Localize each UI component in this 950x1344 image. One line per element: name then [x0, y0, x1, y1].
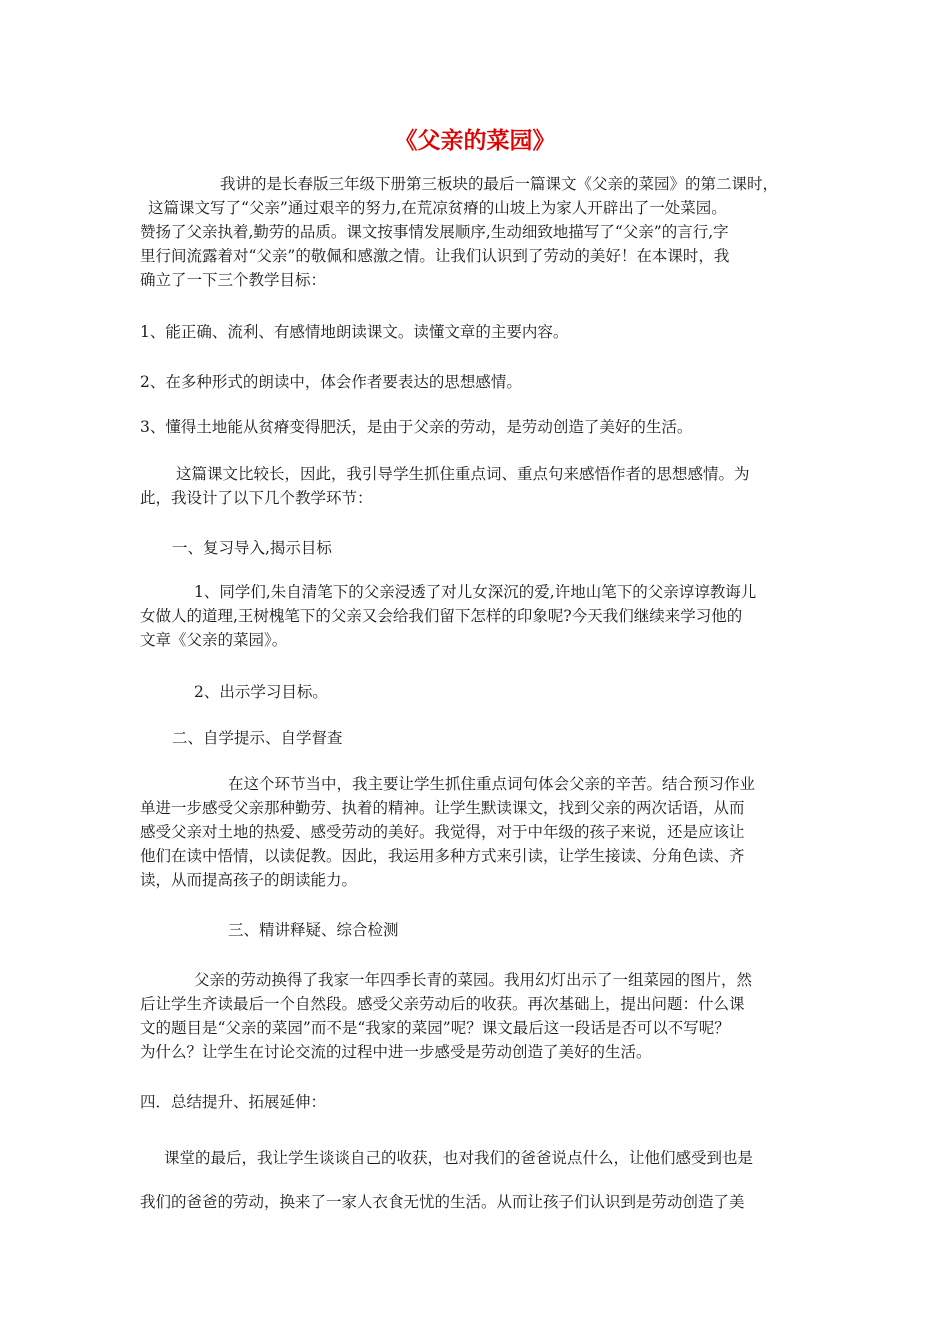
- section2-line: 感受父亲对土地的热爱、感受劳动的美好。我觉得，对于中年级的孩子来说，还是应该让: [140, 823, 745, 841]
- goal-item: 2、在多种形式的朗读中，体会作者要表达的思想感情。: [140, 373, 522, 391]
- section1-line: 女做人的道理,王树槐笔下的父亲又会给我们留下怎样的印象呢?今天我们继续来学习他的: [140, 607, 743, 625]
- section3-line: 后让学生齐读最后一个自然段。感受父亲劳动后的收获。再次基础上，提出问题：什么课: [140, 995, 745, 1013]
- section4-line: 课堂的最后，我让学生谈谈自己的收获，也对我们的爸爸说点什么，让他们感受到也是: [164, 1149, 754, 1167]
- section3-line: 文的题目是“父亲的菜园”而不是“我家的菜园”呢？课文最后这一段话是否可以不写呢？: [140, 1019, 730, 1037]
- goal-item: 1、能正确、流利、有感情地朗读课文。读懂文章的主要内容。: [140, 323, 569, 341]
- section2-paragraph: [140, 772, 812, 892]
- intro-line: 我讲的是长春版三年级下册第三板块的最后一篇课文《父亲的菜园》的第二课时，: [220, 175, 779, 193]
- intro-line: 赞扬了父亲执着,勤劳的品质。课文按事情发展顺序,生动细致地描写了“父亲”的言行,字: [140, 223, 729, 241]
- section-heading-2: 二、自学提示、自学督查: [172, 729, 343, 747]
- intro-line: 确立了一下三个教学目标：: [140, 271, 327, 289]
- intro-line: 里行间流露着对“父亲”的敬佩和感激之情。让我们认识到了劳动的美好！在本课时，我: [140, 247, 730, 265]
- section1-line: 文章《父亲的菜园》。: [140, 631, 288, 649]
- section-heading-4: 四．总结提升、拓展延伸：: [140, 1093, 327, 1111]
- intro-paragraph: [140, 172, 812, 292]
- section2-line: 在这个环节当中，我主要让学生抓住重点词句体会父亲的辛苦。结合预习作业: [228, 775, 756, 793]
- section1-point2: 2、出示学习目标。: [194, 683, 328, 701]
- section2-line: 他们在读中悟情，以读促教。因此，我运用多种方式来引读，让学生接读、分角色读、齐: [140, 847, 745, 865]
- section-heading-1: 一、复习导入,揭示目标: [172, 539, 332, 557]
- section3-line: 为什么？让学生在讨论交流的过程中进一步感受是劳动创造了美好的生活。: [140, 1043, 652, 1061]
- intro-line: 这篇课文写了“父亲”通过艰辛的努力,在荒凉贫瘠的山坡上为家人开辟出了一处菜园。: [148, 199, 727, 217]
- section3-line: 父亲的劳动换得了我家一年四季长青的菜园。我用幻灯出示了一组菜园的图片，然: [194, 971, 753, 989]
- document-title: 《父亲的菜园》: [394, 128, 556, 154]
- section4-line: 我们的爸爸的劳动，换来了一家人衣食无忧的生活。从而让孩子们认识到是劳动创造了美: [140, 1193, 745, 1211]
- section-heading-3: 三、精讲释疑、综合检测: [228, 921, 399, 939]
- approach-line: 此，我设计了以下几个教学环节：: [140, 489, 373, 507]
- section1-line: 1、同学们,朱自清笔下的父亲浸透了对儿女深沉的爱,许地山笔下的父亲谆谆教诲儿: [194, 583, 757, 601]
- section2-line: 读，从而提高孩子的朗读能力。: [140, 871, 358, 889]
- section1-point1: [140, 580, 812, 652]
- approach-line: 这篇课文比较长，因此，我引导学生抓住重点词、重点句来感悟作者的思想感情。为: [176, 465, 750, 483]
- approach-paragraph: [140, 462, 812, 510]
- section3-paragraph: [140, 968, 812, 1064]
- goal-item: 3、懂得土地能从贫瘠变得肥沃，是由于父亲的劳动，是劳动创造了美好的生活。: [140, 418, 693, 436]
- section2-line: 单进一步感受父亲那种勤劳、执着的精神。让学生默读课文，找到父亲的两次话语，从而: [140, 799, 745, 817]
- section4-paragraph: [140, 1136, 812, 1224]
